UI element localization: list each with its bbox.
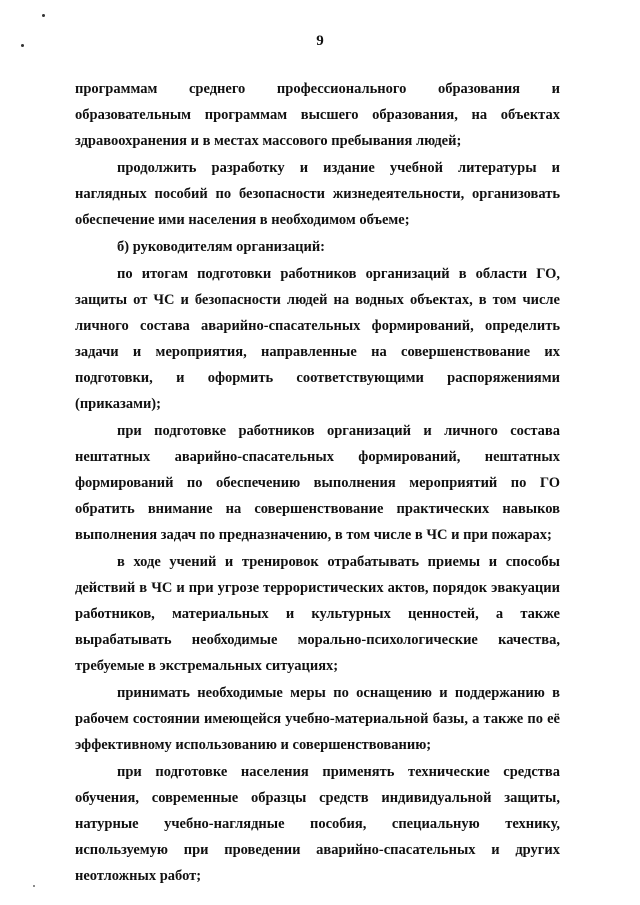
scan-speck bbox=[42, 14, 45, 17]
paragraph: по итогам подготовки работников организаций в области ГО, защиты от ЧС и безопасности людей на водных объектах, в том числе личного состава аварийно-спасательных формирований, определить задачи и мероприятия, направленные на совершенствование их подготовки, и оформить соответствующими распоряжениями (приказами); bbox=[75, 266, 560, 412]
paragraph: в ходе учений и тренировок отрабатывать приемы и способы действий в ЧС и при угрозе террористических актов, порядок эвакуации работников, материальных и культурных ценностей, а также вырабатывать необходимые морально-психологические качества, требуемые в экстремальных ситуациях; bbox=[75, 554, 560, 674]
scan-speck bbox=[33, 885, 35, 887]
paragraph: при подготовке работников организаций и личного состава нештатных аварийно-спасательных формирований, нештатных формирований по обеспечению выполнения мероприятий по ГО обратить внимание на совершенствование практических навыков выполнения задач по предназначению, в том числе в ЧС и при пожарах; bbox=[75, 423, 560, 543]
paragraph-continuation: программам среднего профессионального образования и образовательным программам высшего образования, на объектах здравоохранения и в местах массового пребывания людей; bbox=[75, 81, 560, 149]
paragraph: принимать необходимые меры по оснащению и поддержанию в рабочем состоянии имеющейся учебно-материальной базы, а также по её эффективному использованию и совершенствованию; bbox=[75, 685, 560, 753]
page-number: 9 bbox=[316, 33, 324, 49]
paragraph: при подготовке населения применять технические средства обучения, современные образцы средств индивидуальной защиты, натурные учебно-наглядные пособия, специальную технику, используемую при проведении аварийно-спасательных и других неотложных работ; bbox=[75, 764, 560, 884]
paragraph: продолжить разработку и издание учебной литературы и наглядных пособий по безопасности жизнедеятельности, организовать обеспечение ими населения в необходимом объеме; bbox=[75, 160, 560, 228]
paragraph-heading: б) руководителям организаций: bbox=[117, 239, 325, 255]
document-body bbox=[75, 76, 560, 889]
